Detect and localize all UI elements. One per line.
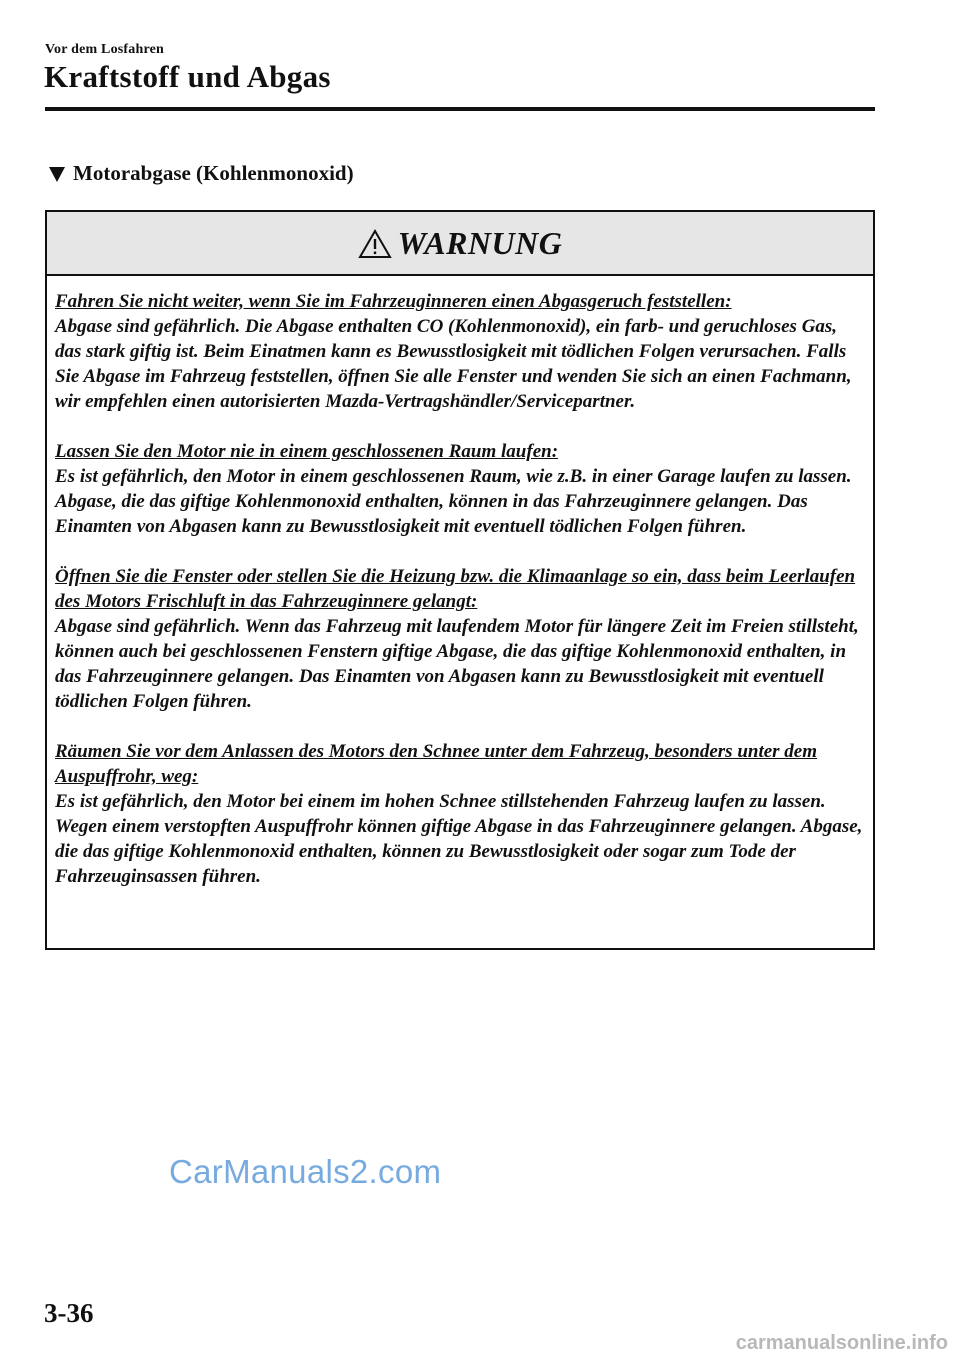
- paragraph-body: Es ist gefährlich, den Motor bei einem im hohen Schnee stillstehenden Fahrzeug laufen zu lassen. Wegen einem verstopften Auspuffrohr können giftige Abgase in das Fahrzeuginnere gelangen. Abgase, die das giftige Kohlenmonoxid enthalten, können zu Bewusstlosigkeit oder sogar zum Tode der Fahrzeuginsassen führen.: [55, 791, 863, 887]
- subheading-text: Motorabgase (Kohlenmonoxid): [73, 161, 354, 185]
- warning-paragraph: [55, 564, 863, 714]
- warning-box: [45, 210, 875, 950]
- warning-title: WARNUNG: [397, 224, 563, 261]
- paragraph-heading: Lassen Sie den Motor nie in einem geschlossenen Raum laufen:: [55, 441, 559, 462]
- warning-paragraph: [55, 289, 863, 414]
- watermark-carmanuals2[interactable]: CarManuals2.com: [169, 1153, 442, 1190]
- watermark-carmanualsonline[interactable]: carmanualsonline.info: [735, 1332, 948, 1354]
- paragraph-body: Abgase sind gefährlich. Die Abgase enthalten CO (Kohlenmonoxid), ein farb- und geruchloses Gas, das stark giftig ist. Beim Einatmen kann es Bewusstlosigkeit mit tödlichen Folgen verursachen. Falls Sie Abgase im Fahrzeug feststellen, öffnen Sie alle Fenster und wenden Sie sich an einen Fachmann, wir empfehlen einen autorisierten Mazda-Vertragshändler/Servicepartner.: [55, 316, 852, 412]
- header-divider: [45, 107, 875, 111]
- section-label: Vor dem Losfahren: [45, 42, 165, 57]
- paragraph-heading: Räumen Sie vor dem Anlassen des Motors den Schnee unter dem Fahrzeug, besonders unter dem Auspuffrohr, weg:: [55, 741, 818, 787]
- paragraph-body: Abgase sind gefährlich. Wenn das Fahrzeug mit laufendem Motor für längere Zeit im Freien stillsteht, können auch bei geschlossenen Fenstern giftige Abgase, die das giftige Kohlenmonoxid enthalten, in das Fahrzeuginnere gelangen. Das Einamten von Abgasen kann zu Bewusstlosigkeit mit eventuell tödlichen Folgen führen.: [55, 616, 859, 712]
- triangle-down-icon: [49, 167, 65, 182]
- page-number: 3-36: [44, 1298, 94, 1328]
- warning-triangle-icon: [358, 229, 392, 259]
- subheading: [49, 161, 354, 186]
- chapter-title: Kraftstoff und Abgas: [44, 59, 331, 94]
- warning-body: [47, 276, 873, 889]
- warning-paragraph: [55, 739, 863, 889]
- warning-header: [47, 212, 873, 276]
- paragraph-heading: Fahren Sie nicht weiter, wenn Sie im Fahrzeuginneren einen Abgasgeruch feststellen:: [55, 291, 732, 312]
- paragraph-body: Es ist gefährlich, den Motor in einem geschlossenen Raum, wie z.B. in einer Garage laufen zu lassen. Abgase, die das giftige Kohlenmonoxid enthalten, können in das Fahrzeuginnere gelangen. Das Einamten von Abgasen kann zu Bewusstlosigkeit mit eventuell tödlichen Folgen führen.: [55, 466, 852, 537]
- warning-paragraph: [55, 439, 863, 539]
- paragraph-heading: Öffnen Sie die Fenster oder stellen Sie die Heizung bzw. die Klimaanlage so ein, dass beim Leerlaufen des Motors Frischluft in das Fahrzeuginnere gelangt:: [55, 566, 856, 612]
